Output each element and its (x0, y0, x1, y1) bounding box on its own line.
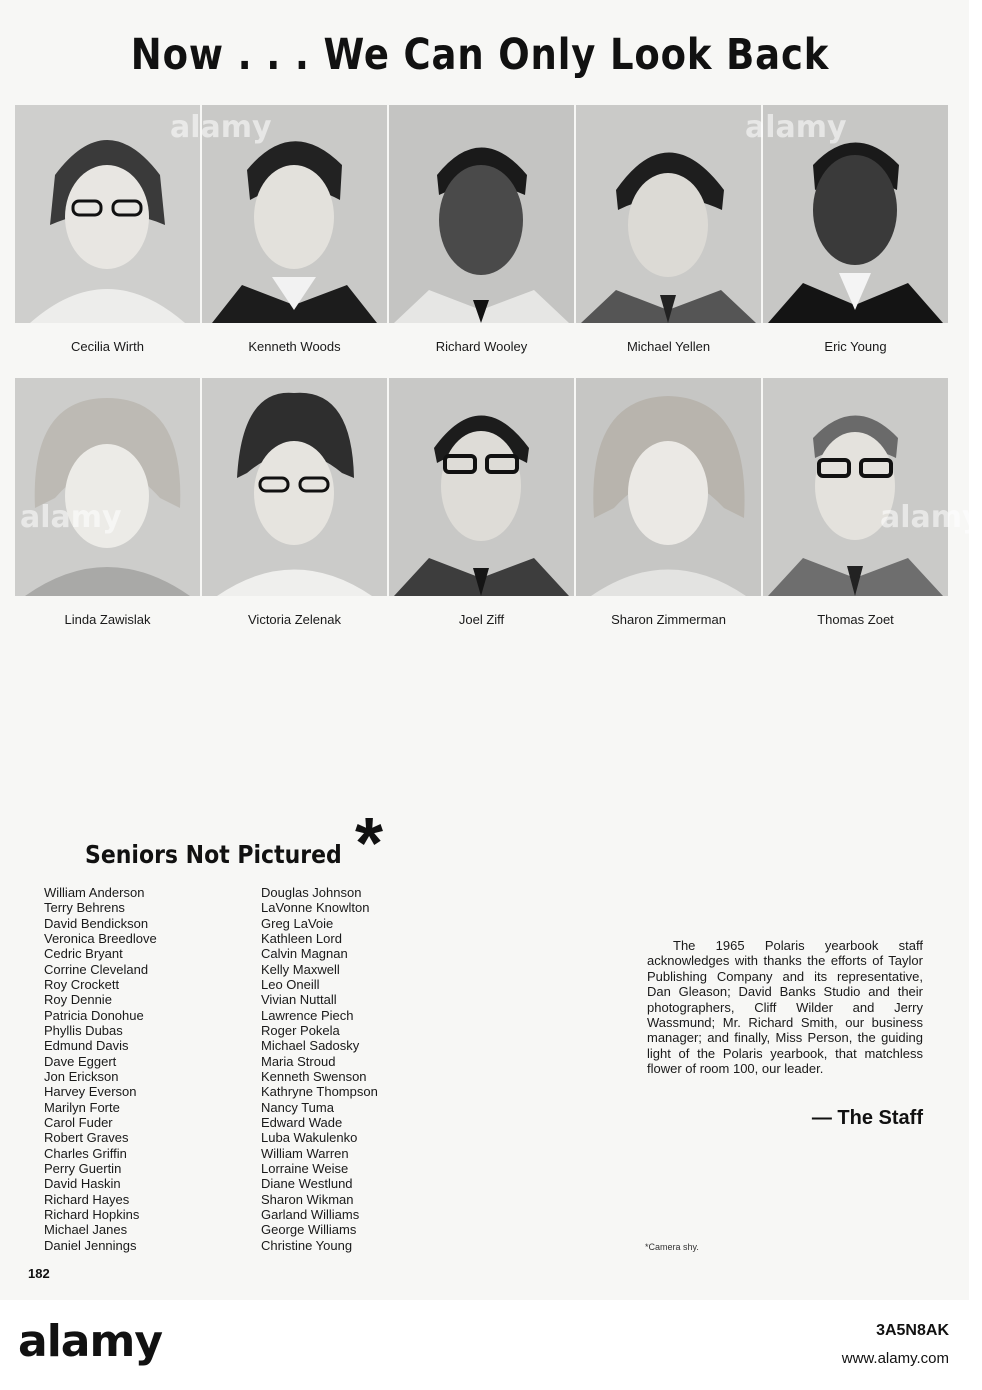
senior-name: Cedric Bryant (44, 946, 123, 962)
portrait-name: Eric Young (824, 339, 887, 354)
senior-name: William Anderson (44, 885, 145, 900)
image-id: 3A5N8AK (876, 1322, 949, 1339)
senior-name: Richard Hayes (44, 1191, 130, 1207)
senior-name: Carol Fuder (44, 1114, 113, 1130)
senior-name: Diane Westlund (261, 1176, 353, 1192)
portrait-card (576, 105, 761, 354)
portrait-photo (202, 378, 387, 596)
senior-name: Perry Guertin (44, 1160, 122, 1176)
acknowledgment-text: The 1965 Polaris yearbook staff acknowledges with thanks the efforts of Taylor Publishing Company and its representative, Dan Gleason; David Banks Studio and their photographers, Cliff Wilder and Jerry Wassmund; Mr. Richard Smith, our business manager; and finally, Miss Person, the guiding light of the Polaris yearbook, that matchless flower of room 100, our leader. (647, 938, 923, 1077)
senior-name: Nancy Tuma (261, 1099, 334, 1115)
portrait-name: Thomas Zoet (817, 612, 894, 627)
portrait-card (576, 378, 761, 627)
portrait-row-2 (15, 378, 950, 627)
senior-name: Roy Crockett (44, 976, 120, 992)
senior-name: Corrine Cleveland (44, 961, 149, 977)
senior-name: Sharon Wikman (261, 1191, 354, 1207)
portrait-name: Linda Zawislak (64, 612, 151, 627)
senior-name: Roy Dennie (44, 992, 112, 1008)
senior-name: Dave Eggert (44, 1053, 117, 1069)
senior-name: Maria Stroud (261, 1053, 336, 1069)
portrait-name: Sharon Zimmerman (611, 612, 726, 627)
seniors-list-col1 (44, 885, 157, 1253)
senior-name: Kathryne Thompson (261, 1084, 378, 1100)
portrait-photo (576, 378, 761, 596)
watermark-overlay: alamy (20, 500, 122, 535)
senior-name: Kelly Maxwell (261, 961, 340, 977)
senior-name: Richard Hopkins (44, 1206, 140, 1222)
senior-name: Leo Oneill (261, 976, 320, 992)
senior-name: Christine Young (261, 1237, 353, 1253)
watermark-overlay: alamy (745, 110, 847, 145)
senior-name: Daniel Jennings (44, 1237, 137, 1253)
senior-name: Veronica Breedlove (44, 930, 157, 946)
senior-name: David Haskin (44, 1176, 121, 1192)
seniors-list-col2 (261, 885, 378, 1253)
senior-name: Charles Griffin (44, 1145, 127, 1161)
portrait-name: Kenneth Woods (248, 339, 341, 354)
seniors-not-pictured-heading: Seniors Not Pictured (85, 840, 342, 869)
senior-name: Robert Graves (44, 1130, 129, 1146)
senior-name: Jon Erickson (44, 1068, 119, 1084)
footnote: *Camera shy. (645, 1242, 699, 1252)
portrait-photo (389, 378, 574, 596)
senior-name: Marilyn Forte (44, 1099, 120, 1115)
senior-name: Garland Williams (261, 1206, 360, 1222)
senior-name: Terry Behrens (44, 900, 125, 916)
portrait-name: Michael Yellen (626, 339, 711, 354)
alamy-logo: alamy (18, 1316, 162, 1367)
senior-name: Kathleen Lord (261, 930, 342, 946)
watermark-overlay: alamy (880, 500, 982, 535)
watermark-overlay: alamy (170, 110, 272, 145)
portrait-photo (389, 105, 574, 323)
portrait-name: Victoria Zelenak (248, 612, 341, 627)
senior-name: Harvey Everson (44, 1084, 137, 1100)
portrait-photo (763, 378, 948, 596)
page-title: Now . . . We Can Only Look Back (130, 30, 830, 80)
asterisk-icon: * (355, 804, 384, 884)
senior-name: David Bendickson (44, 915, 149, 931)
senior-name: Lawrence Piech (261, 1007, 354, 1023)
senior-name: LaVonne Knowlton (261, 900, 370, 916)
senior-name: Phyllis Dubas (44, 1022, 123, 1038)
senior-name: William Warren (261, 1145, 349, 1161)
senior-name: Roger Pokela (261, 1022, 340, 1038)
staff-signature: — The Staff (811, 1107, 923, 1129)
portrait-card (389, 105, 574, 354)
senior-name: Luba Wakulenko (261, 1130, 358, 1146)
senior-name: Michael Janes (44, 1222, 128, 1238)
senior-name: Vivian Nuttall (261, 992, 337, 1008)
senior-name: Greg LaVoie (261, 915, 334, 931)
stock-footer-bar (0, 1300, 969, 1390)
site-url: www.alamy.com (841, 1350, 949, 1367)
portrait-name: Cecilia Wirth (71, 339, 144, 354)
senior-name: Lorraine Weise (261, 1160, 349, 1176)
senior-name: Patricia Donohue (44, 1007, 144, 1023)
senior-name: Michael Sadosky (261, 1038, 360, 1054)
portrait-photo (15, 378, 200, 596)
page-number: 182 (28, 1266, 50, 1281)
senior-name: Calvin Magnan (261, 946, 348, 962)
senior-name: Douglas Johnson (261, 885, 362, 900)
senior-name: Edward Wade (261, 1114, 343, 1130)
senior-name: George Williams (261, 1222, 357, 1238)
portrait-photo (576, 105, 761, 323)
portrait-card (202, 378, 387, 627)
portrait-name: Richard Wooley (435, 339, 528, 354)
portrait-card (389, 378, 574, 627)
portrait-name: Joel Ziff (458, 612, 505, 627)
senior-name: Edmund Davis (44, 1038, 129, 1054)
senior-name: Kenneth Swenson (261, 1068, 367, 1084)
